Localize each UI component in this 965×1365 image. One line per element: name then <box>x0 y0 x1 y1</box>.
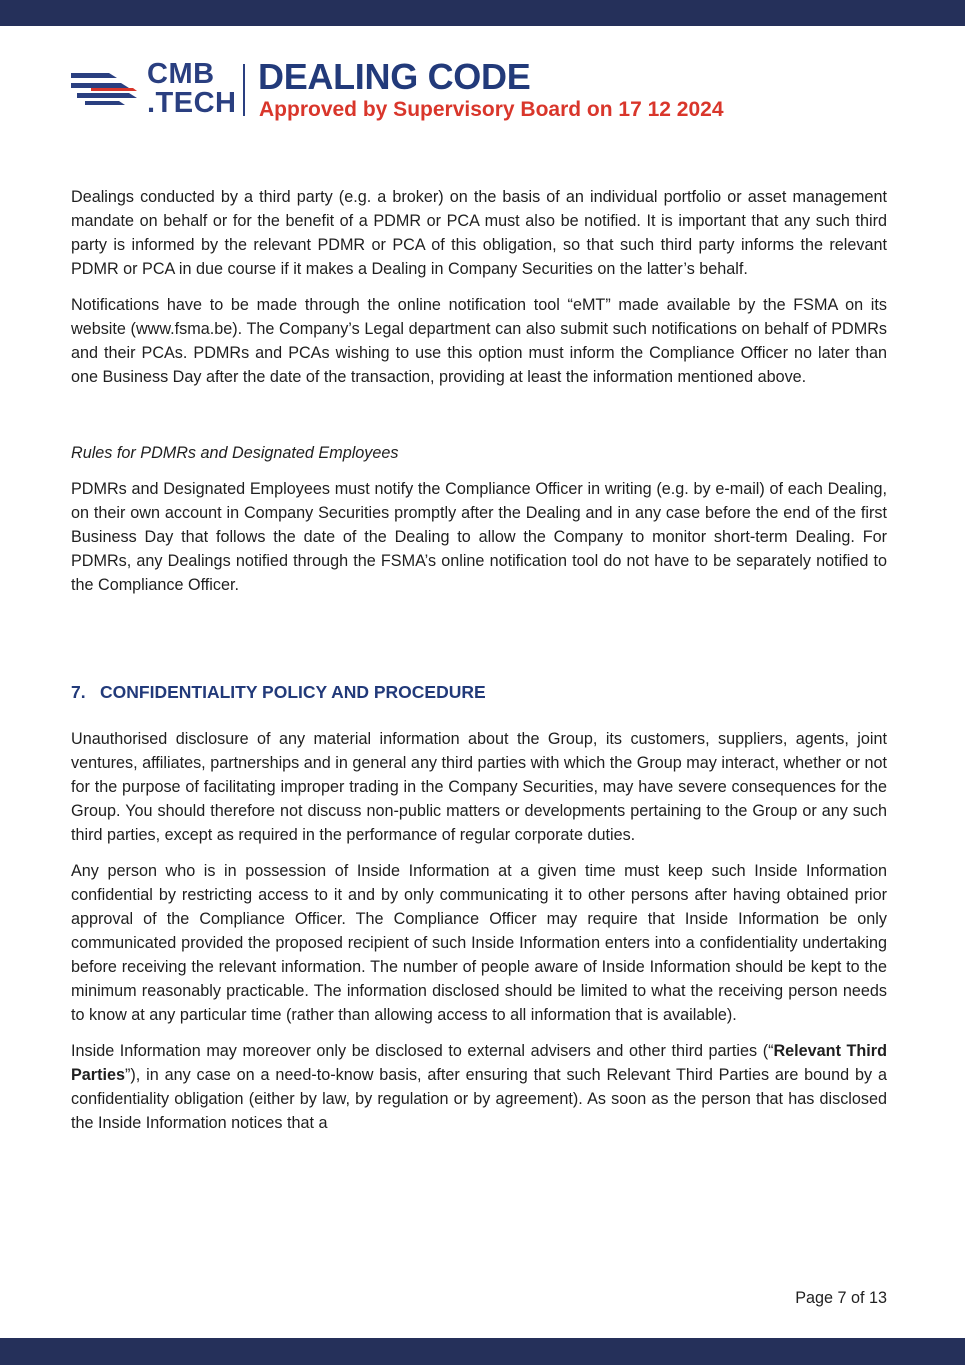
bottom-bar <box>0 1338 965 1365</box>
section-title: CONFIDENTIALITY POLICY AND PROCEDURE <box>100 682 486 702</box>
logo-line-cmb: CMB <box>147 58 215 90</box>
document-subtitle: Approved by Supervisory Board on 17 12 2024 <box>259 98 724 121</box>
section-heading-confidentiality <box>71 680 887 704</box>
paragraph-relevant-third-parties <box>71 1039 887 1135</box>
page-number: Page 7 of 13 <box>795 1289 887 1307</box>
paragraph-unauthorised-disclosure: Unauthorised disclosure of any material information about the Group, its customers, suppliers, agents, joint ventures, affiliates, partnerships and in general any third parties with which the Group may interact, whether or not for the purpose of facilitating improper trading in the Company Securities, may have severe consequences for the Group. You should therefore not discuss non-public matters or developments pertaining to the Group or any such third parties, except as required in the performance of regular corporate duties. <box>71 730 887 844</box>
header-divider <box>243 64 245 116</box>
paragraph-inside-information: Any person who is in possession of Inside Information at a given time must keep such Inside Information confidential by restricting access to it and by only communicating it to other persons after having obtained prior approval of the Compliance Officer. The Compliance Officer may require that Inside Information be only communicated provided the proposed recipient of such Inside Information enters into a confidentiality undertaking before receiving the relevant information. The number of people aware of Inside Information should be kept to the minimum reasonably practicable. The information disclosed should be limited to what the receiving person needs to know at any particular time (rather than allowing access to all information that is available). <box>71 862 887 1024</box>
p6-text-start: Inside Information may moreover only be disclosed to external advisers and other third parties (“ <box>71 1042 774 1060</box>
document-title: DEALING CODE <box>258 56 531 97</box>
paragraph-notifications: Notifications have to be made through the online notification tool “eMT” made available by the FSMA on its website (www.fsma.be). The Company’s Legal department can also submit such notifications on behalf of PDMRs and their PCAs. PDMRs and PCAs wishing to use this option must inform the Compliance Officer no later than one Business Day after the date of the transaction, providing at least the information mentioned above. <box>71 296 887 386</box>
top-bar <box>0 0 965 26</box>
subheading-rules: Rules for PDMRs and Designated Employees <box>71 444 399 462</box>
page-header <box>71 58 891 120</box>
section-number: 7. <box>71 682 86 702</box>
cmb-tech-logo-icon <box>71 70 137 106</box>
defined-term: Relevant Third Parties <box>71 1042 887 1084</box>
logo-wordmark <box>147 58 237 119</box>
page-content <box>71 185 887 1135</box>
logo-line-tech: .TECH <box>147 87 237 119</box>
p6-text-end: ”), in any case on a need-to-know basis, after ensuring that such Relevant Third Parties are bound by a confidentiality obligation (either by law, by regulation or by agreement). As soon as the person that has disclosed the Inside Information notices that a <box>71 1066 887 1132</box>
paragraph-third-party-dealings: Dealings conducted by a third party (e.g. a broker) on the basis of an individual portfolio or asset management mandate on behalf or for the benefit of a PDMR or PCA must also be notified. It is important that any such third party is informed by the relevant PDMR or PCA of this obligation, so that such third party informs the relevant PDMR or PCA in due course if it makes a Dealing in Company Securities on the latter’s behalf. <box>71 188 887 278</box>
paragraph-pdmr-rules: PDMRs and Designated Employees must notify the Compliance Officer in writing (e.g. by e-mail) of each Dealing, on their own account in Company Securities promptly after the Dealing and in any case before the end of the first Business Day that follows the date of the Dealing to allow the Company to monitor short-term Dealing. For PDMRs, any Dealings notified through the FSMA’s online notification tool do not have to be separately notified to the Compliance Officer. <box>71 480 887 594</box>
